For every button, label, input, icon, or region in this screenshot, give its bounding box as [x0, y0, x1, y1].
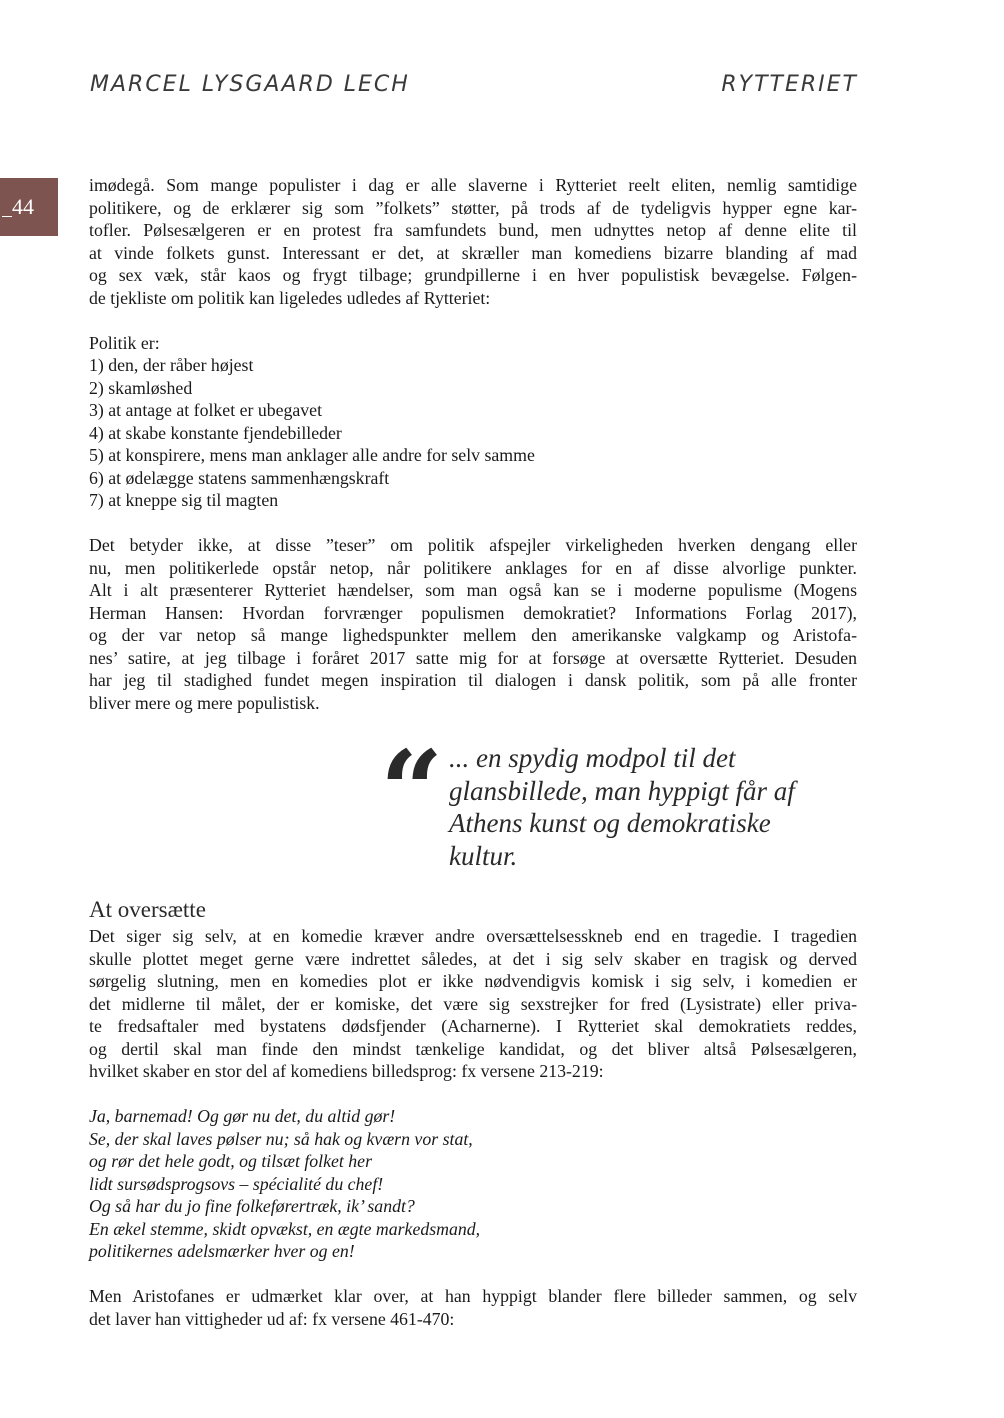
text-line: hvilket skaber en stor del af komediens billedsprog: fx versene 213-219: [89, 1061, 604, 1081]
text-line: tofler. Pølsesælgeren er en protest fra samfundets bund, men udnyttes netop af denne elite til [89, 220, 857, 240]
running-header-author: MARCEL LYSGAARD LECH [90, 72, 410, 97]
running-header-title: RYTTERIET [721, 72, 858, 97]
text-line: Det siger sig selv, at en komedie kræver andre oversættelsesskneb end en tragedie. I tragedien [89, 926, 857, 946]
text-line: nes’ satire, at jeg tilbage i foråret 2017 satte mig for at forsøge at oversætte Rytteriet. Desuden [89, 647, 857, 668]
text-line: Alt i alt præsenterer Rytteriet hændelser, som man også kan se i moderne populisme (Mogens [89, 580, 857, 600]
page-number-tab [0, 178, 58, 236]
list-item: 5) at konspirere, mens man anklager alle andre for selv samme [89, 445, 535, 465]
paragraph-2 [89, 534, 857, 714]
text-line: og dertil skal man finde den mindst tænkelige kandidat, og det bliver altså Pølsesælgeren, [89, 1038, 857, 1059]
list-intro: Politik er: [89, 332, 160, 353]
paragraph-4 [89, 1285, 857, 1330]
verse-excerpt [89, 1105, 857, 1263]
text-line: de tjekliste om politik kan ligeledes udledes af Rytteriet: [89, 287, 491, 308]
verse-line: En ækel stemme, skidt opvækst, en ægte markedsmand, [89, 1218, 481, 1239]
section-heading: At oversætte [89, 897, 206, 922]
list-item: 1) den, der råber højest [89, 355, 254, 375]
pull-quote-line: Athens kunst og demokratiske [449, 808, 771, 838]
text-line: sørgelig slutning, men en komedies plot er ikke nødvendigvis komisk i sig selv, i komedien er [89, 971, 857, 991]
quote-mark-icon: “ [380, 726, 444, 855]
text-line: politikere, og de erklærer sig som ”folkets” støtter, på trods af de tydeligvis hypper egne kar- [89, 197, 857, 218]
pull-quote-line: ... en spydig modpol til det [449, 743, 736, 773]
list-item: 6) at ødelægge statens sammenhængskraft [89, 467, 390, 488]
verse-line: politikernes adelsmærker hver og en! [89, 1241, 355, 1261]
paragraph-3 [89, 925, 857, 1083]
pull-quote-text [449, 742, 859, 872]
pull-quote-line: kultur. [449, 840, 518, 871]
list-item: 3) at antage at folket er ubegavet [89, 400, 323, 420]
text-line: det midlerne til målet, der er komiske, det være sig sexstrejker for fred (Lysistrate) eller priva- [89, 993, 857, 1014]
pull-quote-line: glansbillede, man hyppigt får af [449, 775, 795, 806]
list-item: 7) at kneppe sig til magten [89, 490, 279, 510]
text-line: te fredsaftaler med bystatens dødsfjender (Acharnerne). I Rytteriet skal demokratiets reddes, [89, 1016, 857, 1036]
body-text-bottom [89, 925, 857, 1330]
politics-list [89, 332, 857, 512]
paragraph-1 [89, 174, 857, 309]
list-item: 2) skamløshed [89, 377, 193, 398]
verse-line: Ja, barnemad! Og gør nu det, du altid gør! [89, 1106, 396, 1126]
verse-line: og rør det hele godt, og tilsæt folket her [89, 1151, 372, 1171]
text-line: Men Aristofanes er udmærket klar over, at han hyppigt blander flere billeder sammen, og selv [89, 1286, 857, 1306]
verse-line: lidt sursødsprogsovs – spécialité du chef! [89, 1173, 384, 1194]
verse-line: Og så har du jo fine folkeførertræk, ik’ sandt? [89, 1196, 415, 1216]
text-line: Herman Hansen: Hvordan forvrænger populismen demokratiet? Informations Forlag 2017), [89, 602, 857, 623]
text-line: Det betyder ikke, at disse ”teser” om politik afspejler virkeligheden hverken dengang eller [89, 535, 857, 555]
list-item: 4) at skabe konstante fjendebilleder [89, 422, 342, 443]
page-number-rule [2, 216, 12, 217]
text-line: og der var netop så mange lighedspunkter mellem den amerikanske valgkamp og Aristofa- [89, 625, 857, 645]
text-line: nu, men politikerlede opstår netop, når politikere anklages for en af disse alvorlige punkter. [89, 557, 857, 578]
text-line: det laver han vittigheder ud af: fx versene 461-470: [89, 1308, 455, 1329]
page-number: 44 [12, 194, 34, 219]
text-line: imødegå. Som mange populister i dag er alle slaverne i Rytteriet reelt eliten, nemlig samtidige [89, 175, 857, 195]
text-line: skulle plottet meget gerne være indrettet således, at det i sig selv skaber en tragisk og derved [89, 948, 857, 969]
verse-line: Se, der skal laves pølser nu; så hak og kværn vor stat, [89, 1128, 473, 1149]
text-line: har jeg til stadighed fundet megen inspiration til dialogen i dansk politik, som på alle fronter [89, 670, 857, 690]
text-line: bliver mere og mere populistisk. [89, 692, 320, 713]
text-line: og sex væk, står kaos og frygt tilbage; grundpillerne i en hver populistisk bevægelse. Følgen- [89, 265, 857, 285]
body-text-top [89, 174, 857, 714]
text-line: at vinde folkets gunst. Interessant er det, at skræller man komediens bizarre blanding af mad [89, 242, 857, 263]
